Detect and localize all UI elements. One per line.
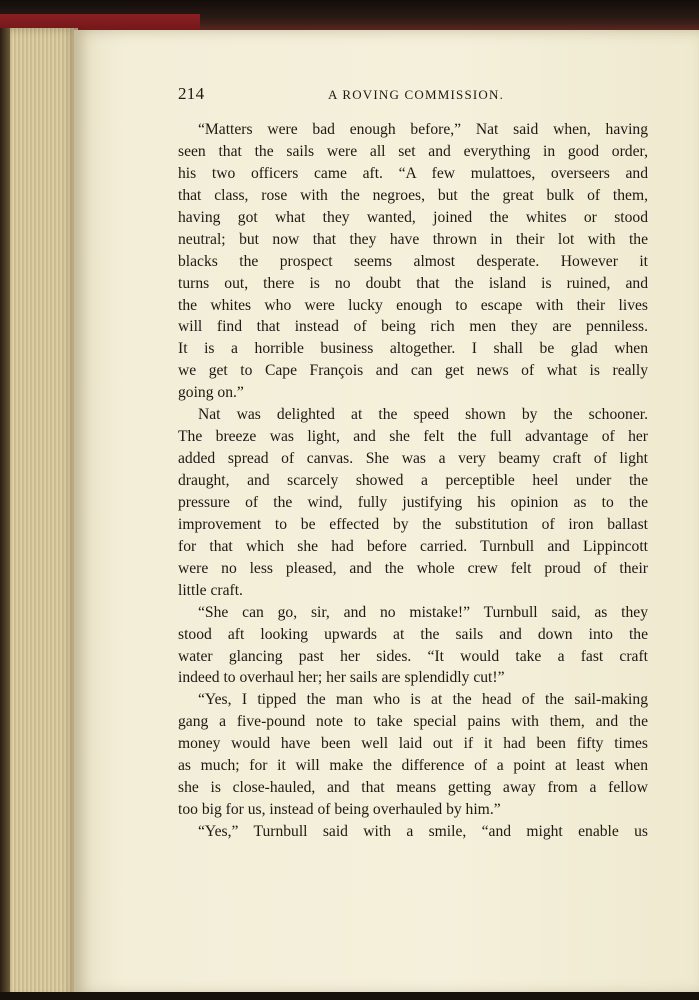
running-title: A ROVING COMMISSION. xyxy=(328,87,505,102)
book-bottom-edge xyxy=(0,992,699,1000)
text-line: gang a five-pound note to take special pains with them, and the xyxy=(178,713,648,731)
page-number: 214 xyxy=(178,84,205,103)
text-line: going on.” xyxy=(178,384,244,402)
text-line: money would have been well laid out if it had been fifty times xyxy=(178,735,648,753)
text-line: turns out, there is no doubt that the island is ruined, and xyxy=(178,274,648,292)
text-line: seen that the sails were all set and everything in good order, xyxy=(178,142,648,160)
text-line: added spread of canvas. She was a very beamy craft of light xyxy=(178,450,648,468)
text-line: his two officers came aft. “A few mulattoes, overseers and xyxy=(178,164,648,182)
text-line: we get to Cape François and can get news of what is really xyxy=(178,362,648,380)
text-line: “Yes,” Turnbull said with a smile, “and might enable us xyxy=(198,823,648,840)
text-line: will find that instead of being rich men they are penniless. xyxy=(178,318,648,336)
text-line: that class, rose with the negroes, but the great bulk of them, xyxy=(178,186,648,204)
text-line: improvement to be effected by the substitution of iron ballast xyxy=(178,515,648,533)
text-line: for that which she had before carried. Turnbull and Lippincott xyxy=(178,537,648,555)
text-line: “Yes, I tipped the man who is at the head of the sail-making xyxy=(198,691,648,709)
text-line: “Matters were bad enough before,” Nat said when, having xyxy=(198,121,648,138)
page-stack-edge xyxy=(0,28,78,1000)
text-line: she is close-hauled, and that means getting away from a fellow xyxy=(178,779,648,797)
text-line: neutral; but now that they have thrown in their lot with the xyxy=(178,230,648,248)
running-head xyxy=(178,84,650,108)
text-line: draught, and scarcely showed a perceptible heel under the xyxy=(178,472,648,489)
book-spine-shadow xyxy=(0,28,10,1000)
text-line: blacks the prospect seems almost desperate. However it xyxy=(178,252,648,270)
text-line: water glancing past her sides. “It would take a fast craft xyxy=(178,647,648,665)
text-line: as much; for it will make the difference of a point at least when xyxy=(178,757,648,775)
body-text xyxy=(178,119,648,843)
text-line: stood aft looking upwards at the sails and down into the xyxy=(178,625,648,643)
text-line: pressure of the wind, fully justifying his opinion as to the xyxy=(178,493,648,511)
text-line: the whites who were lucky enough to escape with their lives xyxy=(178,296,648,314)
text-line: little craft. xyxy=(178,581,243,599)
text-line: The breeze was light, and she felt the full advantage of her xyxy=(178,428,648,446)
text-line: Nat was delighted at the speed shown by the schooner. xyxy=(198,406,648,424)
text-line: It is a horrible business altogether. I shall be glad when xyxy=(178,340,648,358)
text-line: were no less pleased, and the whole crew felt proud of their xyxy=(178,559,648,577)
text-line: “She can go, sir, and no mistake!” Turnbull said, as they xyxy=(198,603,648,621)
text-line: indeed to overhaul her; her sails are splendidly cut!” xyxy=(178,669,505,687)
text-line: too big for us, instead of being overhauled by him.” xyxy=(178,801,501,819)
text-line: having got what they wanted, joined the whites or stood xyxy=(178,208,648,226)
